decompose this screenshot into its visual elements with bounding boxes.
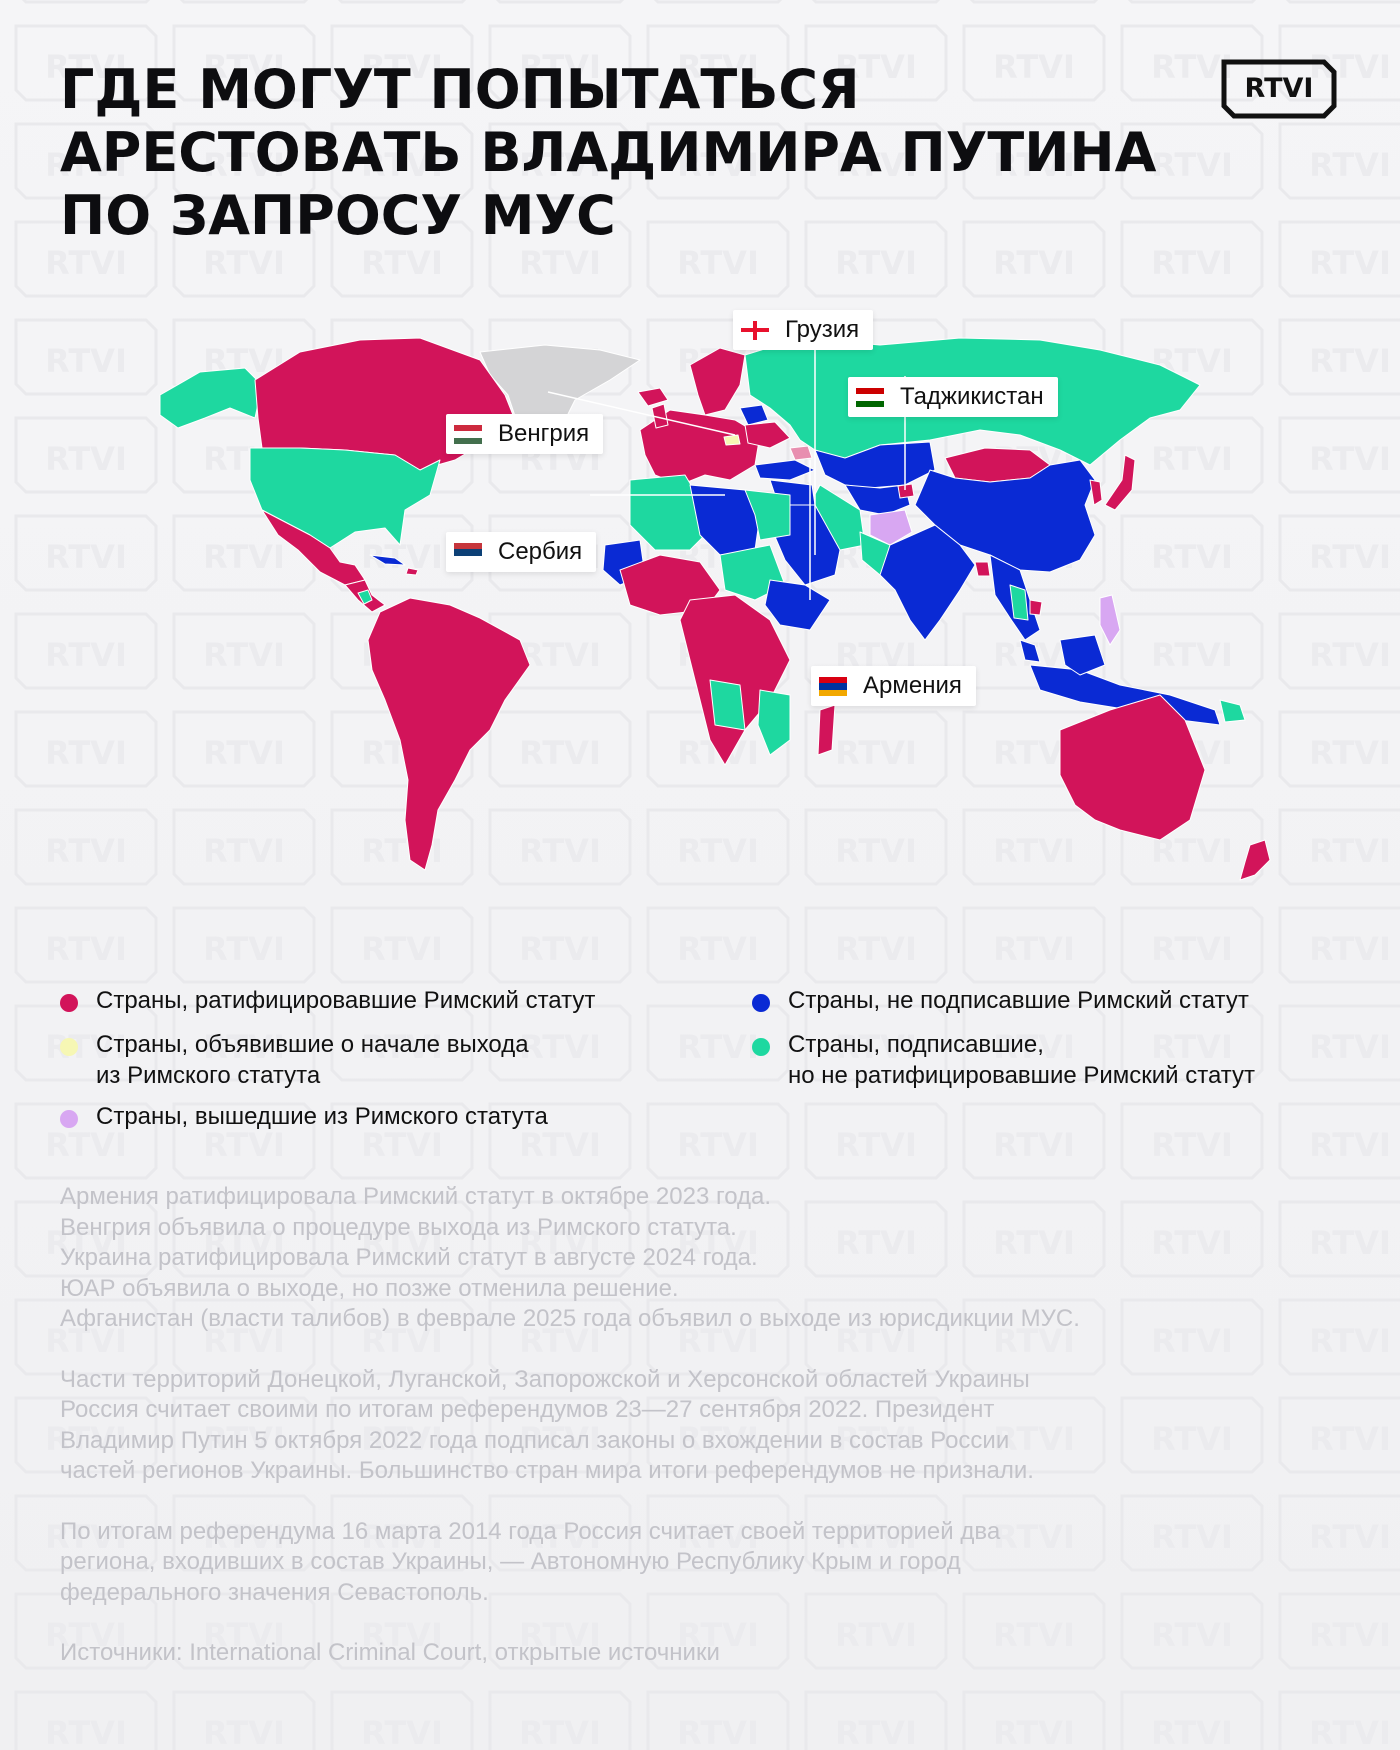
iceland — [638, 388, 668, 406]
title-line-2: АРЕСТОВАТЬ ВЛАДИМИРА ПУТИНА — [60, 121, 1157, 184]
callout-tajikistan-label: Таджикистан — [900, 383, 1044, 410]
angola — [710, 680, 745, 730]
callout-armenia — [811, 666, 976, 706]
bangladesh — [975, 562, 990, 576]
new-zealand — [1240, 840, 1270, 880]
notes-paragraph-2 — [60, 1365, 1360, 1487]
serbia-flag-icon — [454, 543, 482, 562]
georgia-flag-icon — [741, 321, 769, 340]
turkey — [755, 460, 815, 480]
note-line: частей регионов Украины. Большинство стран мира итоги референдумов не признали. — [60, 1457, 1034, 1484]
legend-signed-not-ratified-line1: Страны, подписавшие, — [788, 1031, 1044, 1058]
belarus — [740, 405, 768, 425]
legend-dot-withdrawal-announced — [60, 1038, 78, 1056]
note-line: По итогам референдума 16 марта 2014 года Россия считает своей территорией два — [60, 1517, 1001, 1545]
tajikistan-flag-icon — [856, 388, 884, 407]
note-line: Украина ратифицировала Римский статут в августе 2024 года. — [60, 1244, 758, 1271]
caribbean — [406, 568, 418, 575]
legend-ratified-label: Страны, ратифицировавшие Римский статут — [96, 987, 596, 1014]
callout-tajikistan — [848, 377, 1058, 417]
note-line: Армения ратифицировала Римский статут в октябре 2023 года. — [60, 1183, 772, 1210]
note-line: ЮАР объявила о выходе, но позже отменила решение. — [60, 1274, 679, 1302]
legend-dot-withdrawn — [60, 1110, 78, 1128]
notes — [60, 1182, 1360, 1699]
note-line: Владимир Путин 5 октября 2022 года подписал законы о вхождении в состав России — [60, 1426, 1010, 1454]
malaysia — [1020, 640, 1040, 662]
notes-paragraph-3 — [60, 1517, 1360, 1609]
georgia-armenia — [790, 446, 812, 460]
sources: Источники: International Criminal Court, открытые источники — [60, 1639, 720, 1666]
world-map — [0, 300, 1400, 900]
armenia-flag-icon — [819, 677, 847, 696]
tajikistan — [898, 484, 914, 498]
title-line-1: ГДЕ МОГУТ ПОПЫТАТЬСЯ — [60, 58, 860, 121]
hungary — [724, 435, 740, 445]
cuba — [370, 555, 405, 565]
philippines — [1100, 595, 1120, 645]
logo-text: RTVI — [1244, 73, 1314, 104]
callout-georgia-label: Грузия — [785, 316, 860, 343]
alaska — [160, 368, 262, 428]
korea — [1090, 480, 1102, 505]
note-line: Венгрия объявила о процедуре выхода из Римского статута. — [60, 1213, 737, 1241]
legend-signed-not-ratified-line2: но не ратифицировавшие Римский статут — [788, 1062, 1256, 1089]
callout-georgia — [733, 310, 873, 350]
callout-hungary — [446, 414, 603, 454]
legend-dot-ratified — [60, 994, 78, 1012]
callout-hungary-label: Венгрия — [498, 420, 590, 447]
horn-of-africa — [765, 580, 830, 630]
callout-armenia-label: Армения — [863, 672, 962, 699]
title-line-3: ПО ЗАПРОСУ МУС — [60, 184, 616, 247]
legend-withdrawal-announced-line1: Страны, объявившие о начале выхода — [96, 1031, 529, 1058]
south-america — [368, 598, 530, 870]
notes-paragraph-1 — [60, 1182, 1360, 1335]
note-line: региона, входивших в состав Украины, — Автономную Республику Крым и город — [60, 1548, 961, 1575]
legend-dot-signed-not-ratified — [752, 1038, 770, 1056]
rtvi-logo — [1220, 58, 1338, 120]
legend-dot-not-signed — [752, 994, 770, 1012]
note-line: Афганистан (власти талибов) в феврале 2025 года объявил о выходе из юрисдикции МУС. — [60, 1305, 1080, 1332]
note-line: федерального значения Севастополь. — [60, 1578, 489, 1606]
legend-withdrawn-label: Страны, вышедшие из Римского статута — [96, 1103, 548, 1130]
hungary-flag-icon — [454, 425, 482, 444]
legend-not-signed-label: Страны, не подписавшие Римский статут — [788, 987, 1249, 1014]
note-line: Части территорий Донецкой, Луганской, Запорожской и Херсонской областей Украины — [60, 1365, 1030, 1393]
mozambique — [758, 690, 790, 755]
legend-withdrawal-announced-line2: из Римского статута — [96, 1062, 321, 1089]
madagascar — [818, 705, 835, 755]
callout-serbia-label: Сербия — [498, 538, 583, 565]
png — [1220, 700, 1245, 722]
cambodia — [1030, 600, 1042, 615]
page-title — [60, 58, 1210, 247]
scandinavia — [690, 348, 745, 415]
callout-serbia — [446, 532, 596, 572]
note-line: Россия считает своими по итогам референдумов 23—27 сентября 2022. Президент — [60, 1396, 995, 1423]
ukraine — [745, 422, 790, 448]
japan — [1105, 455, 1135, 510]
